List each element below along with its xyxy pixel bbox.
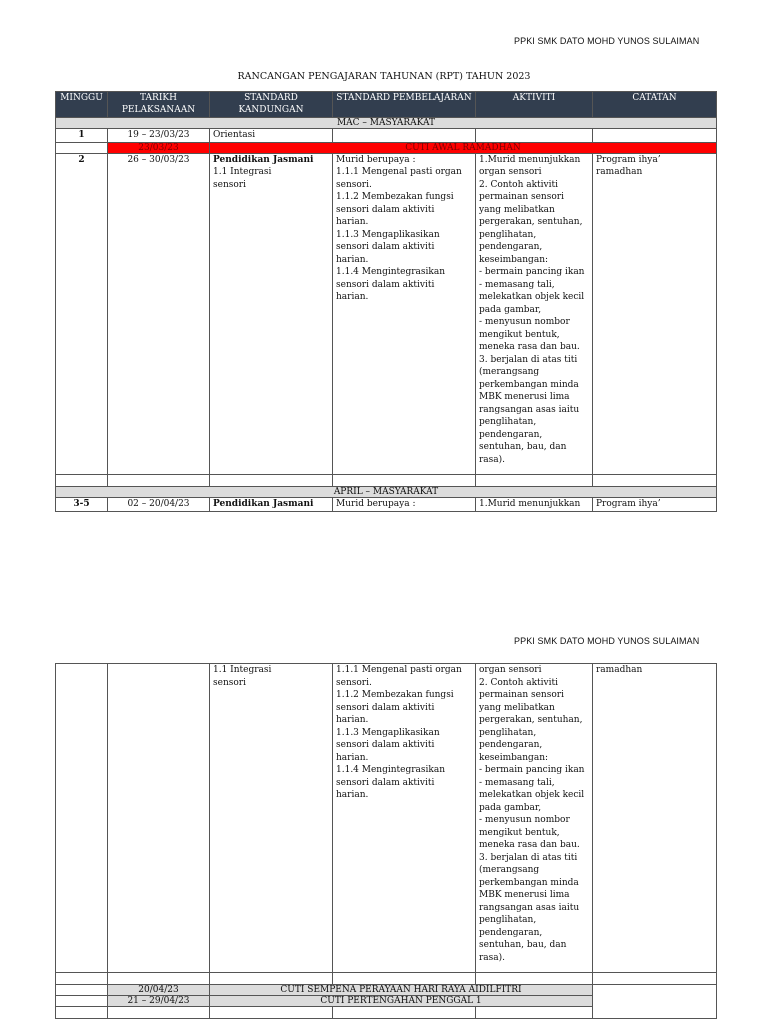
cell-tarikh <box>108 664 210 973</box>
text-line: Murid berupaya : <box>336 154 416 165</box>
rpt-table <box>55 91 717 512</box>
cell-aktiviti <box>476 153 593 475</box>
cell-minggu <box>56 996 108 1007</box>
col-header-standard-pembelajaran: STANDARD PEMBELAJARAN <box>333 92 476 118</box>
cell-standard-pembelajaran <box>333 153 476 475</box>
text-line: permainan sensori <box>479 192 564 202</box>
text-line: sensori dalam aktiviti <box>336 204 435 215</box>
holiday-label: CUTI AWAL RAMADHAN <box>210 142 717 153</box>
cell-minggu <box>56 142 108 153</box>
text-line: pendengaran, <box>479 927 543 938</box>
text-line: sensori <box>213 179 246 190</box>
cell-tarikh: 02 – 20/04/23 <box>108 498 210 512</box>
text-line: sentuhan, bau, dan <box>479 940 567 950</box>
text-line: sensori dalam aktiviti <box>336 279 435 290</box>
text-line: pendengaran, <box>479 740 543 750</box>
text-line: rasa). <box>479 454 506 465</box>
cell-catatan: Program ihya’ <box>593 498 717 512</box>
text-line: harian. <box>336 790 369 800</box>
text-line: harian. <box>336 752 369 763</box>
rpt-table-continued <box>55 663 717 1019</box>
cell-aktiviti: 1.Murid menunjukkan <box>476 498 593 512</box>
cell-blank <box>210 973 333 985</box>
holiday-row <box>56 142 717 153</box>
page-header: PPKI SMK DATO MOHD YUNOS SULAIMAN <box>514 36 700 46</box>
text-line: 1.1.4 Mengintegrasikan <box>336 765 446 775</box>
text-line: (merangsang <box>479 367 540 377</box>
month-label: MAC – MASYARAKAT <box>56 118 717 129</box>
cell-minggu: 1 <box>56 129 108 143</box>
document-title: RANCANGAN PENGAJARAN TAHUNAN (RPT) TAHUN 2023 <box>237 71 531 82</box>
text-line: penglihatan, <box>479 229 537 240</box>
cell-standard-kandungan: Pendidikan Jasmani <box>210 498 333 512</box>
cell-blank <box>108 1007 210 1019</box>
blank-row <box>56 475 717 487</box>
text-line: penglihatan, <box>479 915 537 925</box>
document-page-2 <box>0 600 768 1024</box>
text-line: keseimbangan: <box>479 752 549 763</box>
text-line: 1.1.2 Membezakan fungsi <box>336 690 454 700</box>
text-line: (merangsang <box>479 865 540 875</box>
text-line: pendengaran, <box>479 242 543 252</box>
cell-standard-kandungan <box>210 153 333 475</box>
text-line: 1.1.1 Mengenal pasti organ <box>336 665 462 675</box>
text-line: penglihatan, <box>479 417 537 427</box>
cell-blank <box>593 475 717 487</box>
cell-blank <box>108 973 210 985</box>
col-header-aktiviti: AKTIVITI <box>476 92 593 118</box>
cell-catatan <box>593 664 717 973</box>
text-line: sensori dalam aktiviti <box>336 702 435 713</box>
cell-minggu <box>56 664 108 973</box>
text-line: MBK menerusi lima <box>479 890 570 900</box>
holiday-label: CUTI PERTENGAHAN PENGGAL 1 <box>210 996 593 1007</box>
text-line: - menyusun nombor <box>479 815 570 825</box>
text-line: rasa). <box>479 952 506 963</box>
col-header-tarikh: TARIKH PELAKSANAAN <box>108 92 210 118</box>
cell-blank <box>476 973 593 985</box>
cell-blank <box>333 475 476 487</box>
cell-blank <box>476 475 593 487</box>
text-line: 1.1.4 Mengintegrasikan <box>336 267 446 277</box>
text-line: ramadhan <box>596 167 643 177</box>
text-line: meneka rasa dan bau. <box>479 342 580 352</box>
text-line: - bermain pancing ikan <box>479 765 585 775</box>
text-line: 2. Contoh aktiviti <box>479 179 559 190</box>
cell-blank <box>56 973 108 985</box>
text-line: pada gambar, <box>479 802 542 813</box>
text-line: perkembangan minda <box>479 877 579 888</box>
text-line: rangsangan asas iaitu <box>479 902 580 913</box>
cell-catatan <box>593 129 717 143</box>
text-line: - bermain pancing ikan <box>479 267 585 277</box>
cell-standard-pembelajaran: Murid berupaya : <box>333 498 476 512</box>
month-label: APRIL – MASYARAKAT <box>56 487 717 498</box>
month-row-mac <box>56 118 717 129</box>
cell-blank <box>56 475 108 487</box>
col-header-catatan: CATATAN <box>593 92 717 118</box>
text-line: sensori. <box>336 677 372 688</box>
cell-minggu <box>56 985 108 996</box>
text-line: 3. berjalan di atas titi <box>479 354 578 365</box>
text-line: sentuhan, bau, dan <box>479 442 567 452</box>
text-line: yang melibatkan <box>479 204 555 215</box>
spacer <box>479 466 589 474</box>
text-line: Program ihya’ <box>596 154 661 165</box>
spacer <box>479 964 589 972</box>
text-line: keseimbangan: <box>479 254 549 265</box>
text-line: permainan sensori <box>479 690 564 700</box>
text-line: sensori dalam aktiviti <box>336 242 435 252</box>
col-header-standard-kandungan: STANDARD KANDUNGAN <box>210 92 333 118</box>
text-line: 2. Contoh aktiviti <box>479 677 559 688</box>
holiday-row <box>56 985 717 996</box>
cell-aktiviti <box>476 664 593 973</box>
text-line: 1.1 Integrasi <box>213 665 272 675</box>
col-header-minggu: MINGGU <box>56 92 108 118</box>
text-line: 1.Murid menunjukkan <box>479 154 581 165</box>
cell-tarikh: 26 – 30/03/23 <box>108 153 210 475</box>
text-line: ramadhan <box>596 665 643 675</box>
text-line: meneka rasa dan bau. <box>479 840 580 850</box>
cell-tarikh: 23/03/23 <box>108 142 210 153</box>
text-line: 1.1.2 Membezakan fungsi <box>336 192 454 202</box>
text-line: yang melibatkan <box>479 702 555 713</box>
table-row <box>56 129 717 143</box>
month-row-april <box>56 487 717 498</box>
cell-standard-kandungan <box>210 664 333 973</box>
cell-standard-pembelajaran <box>333 129 476 143</box>
cell-blank <box>210 1007 333 1019</box>
cell-catatan <box>593 985 717 1019</box>
text-line: harian. <box>336 254 369 265</box>
cell-standard-kandungan: Orientasi <box>210 129 333 143</box>
text-line: 1.1 Integrasi <box>213 167 272 177</box>
page-header: PPKI SMK DATO MOHD YUNOS SULAIMAN <box>514 636 700 646</box>
cell-tarikh: 19 – 23/03/23 <box>108 129 210 143</box>
text-line: penglihatan, <box>479 727 537 738</box>
text-line: melekatkan objek kecil <box>479 292 585 302</box>
cell-blank <box>333 1007 476 1019</box>
text-line: harian. <box>336 217 369 227</box>
cell-blank <box>593 973 717 985</box>
cell-blank <box>108 475 210 487</box>
cell-tarikh: 21 – 29/04/23 <box>108 996 210 1007</box>
text-line: perkembangan minda <box>479 379 579 390</box>
cell-blank <box>210 475 333 487</box>
cell-minggu: 3-5 <box>56 498 108 512</box>
text-line: - memasang tali, <box>479 279 555 290</box>
text-line: mengikut bentuk, <box>479 827 560 838</box>
text-line: 1.1.3 Mengaplikasikan <box>336 229 440 240</box>
cell-blank <box>56 1007 108 1019</box>
table-row <box>56 498 717 512</box>
text-line: organ sensori <box>479 665 542 675</box>
text-line: sensori <box>213 677 246 688</box>
cell-blank <box>476 1007 593 1019</box>
subject-title: Pendidikan Jasmani <box>213 154 314 165</box>
cell-catatan <box>593 153 717 475</box>
text-line: pada gambar, <box>479 304 542 315</box>
table-row <box>56 664 717 973</box>
text-line: 3. berjalan di atas titi <box>479 852 578 863</box>
text-line: organ sensori <box>479 167 542 177</box>
cell-standard-pembelajaran <box>333 664 476 973</box>
cell-aktiviti <box>476 129 593 143</box>
text-line: pergerakan, sentuhan, <box>479 715 583 725</box>
text-line: melekatkan objek kecil <box>479 790 585 800</box>
text-line: pergerakan, sentuhan, <box>479 217 583 227</box>
text-line: 1.1.3 Mengaplikasikan <box>336 727 440 738</box>
text-line: MBK menerusi lima <box>479 392 570 402</box>
text-line: sensori dalam aktiviti <box>336 740 435 750</box>
table-header-row <box>56 92 717 118</box>
cell-tarikh: 20/04/23 <box>108 985 210 996</box>
text-line: sensori. <box>336 179 372 190</box>
table-row <box>56 153 717 475</box>
holiday-label: CUTI SEMPENA PERAYAAN HARI RAYA AIDILFITRI <box>210 985 593 996</box>
text-line: pendengaran, <box>479 429 543 440</box>
text-line: harian. <box>336 715 369 725</box>
text-line: rangsangan asas iaitu <box>479 404 580 415</box>
cell-minggu: 2 <box>56 153 108 475</box>
text-line: mengikut bentuk, <box>479 329 560 340</box>
text-line: 1.1.1 Mengenal pasti organ <box>336 167 462 177</box>
text-line: harian. <box>336 292 369 302</box>
text-line: - menyusun nombor <box>479 317 570 327</box>
blank-row <box>56 973 717 985</box>
text-line: - memasang tali, <box>479 777 555 788</box>
text-line: sensori dalam aktiviti <box>336 777 435 788</box>
cell-blank <box>333 973 476 985</box>
